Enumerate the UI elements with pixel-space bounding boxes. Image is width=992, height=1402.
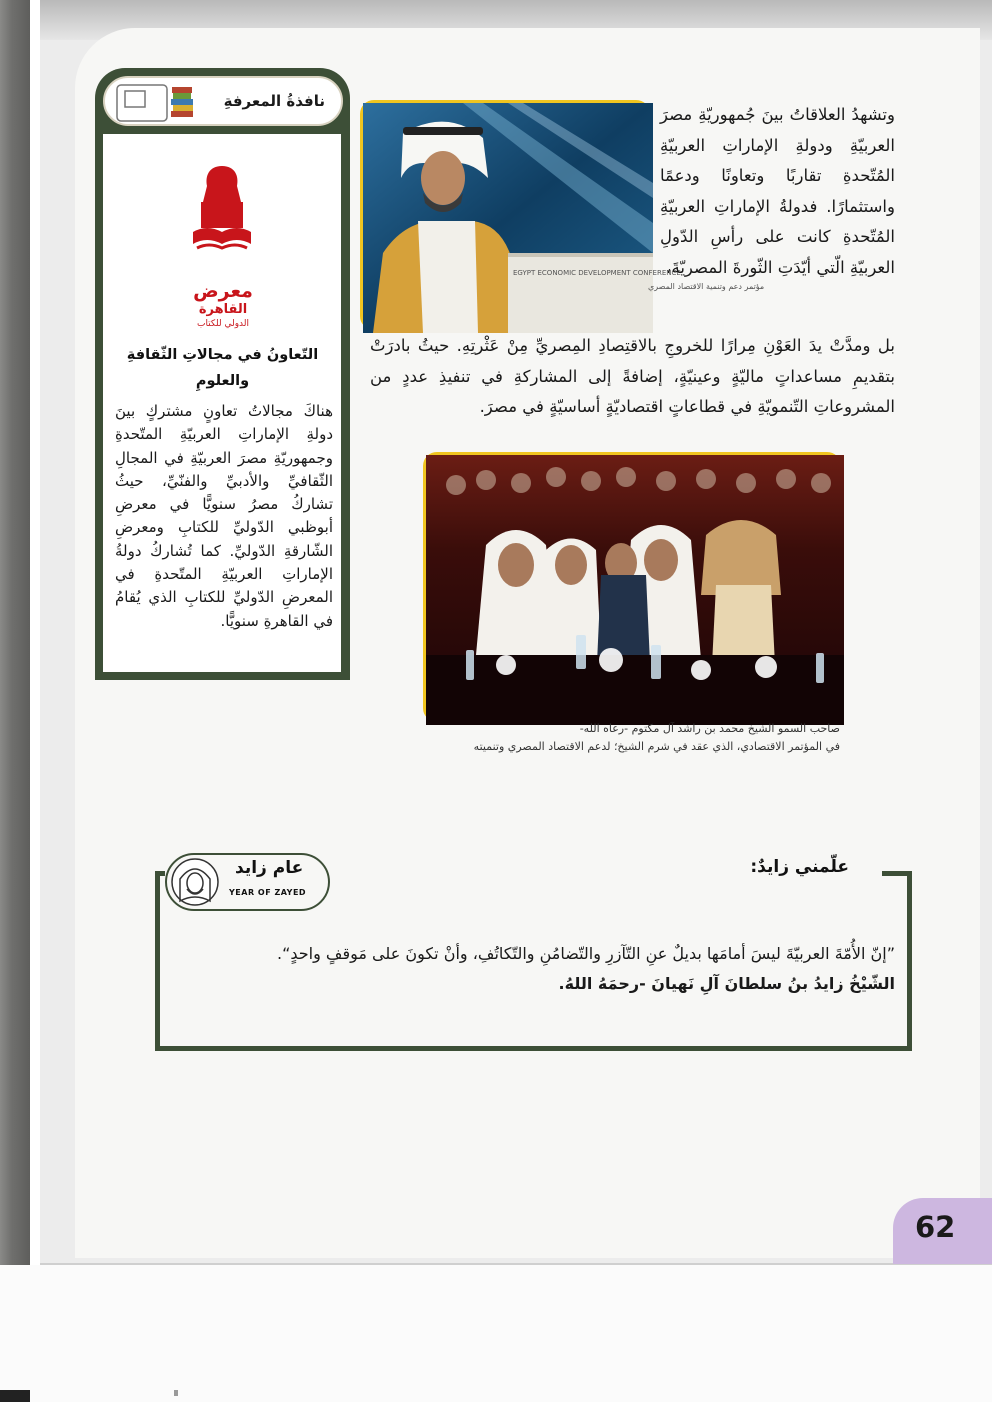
podium-photo [360, 100, 765, 330]
book-fair-logo-icon [187, 162, 257, 282]
knowledge-header-pill [103, 76, 343, 126]
caption-line-2: في المؤتمر الاقتصادي، الذي عقد في شرم الشيخ؛ لدعم الاقتصاد المصري وتنميته [473, 740, 840, 753]
year-of-zayed-arabic: عام زايد [235, 858, 304, 878]
zayed-quote-author: الشّيْخُ زايدُ بنُ سلطانَ آلِ نَهيانَ -رحمَهُ اللهُ. [558, 974, 895, 993]
page-number-value: 62 [915, 1210, 956, 1244]
knowledge-subtitle: التّعاونُ في مجالاتِ الثّقافةِ والعلومِ [126, 347, 319, 389]
main-paragraph-part1: وتشهدُ العلاقاتُ بينَ جُمهوريّةِ مصرَ العربيّةِ ودولةِ الإماراتِ العربيّةِ المُتّحدةِ تقاربًا وتعاونًا ودعمًا واستثمارًا. فدولةُ الإماراتِ العربيّةِ المُتّحدةِ كانت على رأسِ الدّولِ العربيّةِ الّتي أيّدَتِ الثّورةَ المصريّةَ، [660, 105, 895, 277]
main-paragraph-part2: بل ومدَّتْ يدَ العَوْنِ مِرارًا للخروجِ بالاقتِصادِ المِصريِّ مِنْ عَثْرتِهِ. حيثُ بادرَتْ بتقديمِ مساعداتٍ ماليّةٍ وعينيّةٍ، إضافةً إلى المشاركةِ في تنفيذِ عددٍ من المشروعاتِ التّنمويّةِ في قطاعاتٍ اقتصاديّةٍ أساسيّةٍ في مصرَ. [370, 336, 895, 416]
knowledge-text: هناكَ مجالاتُ تعاونٍ مشتركٍ بينَ دولةِ الإماراتِ العربيّةِ المتّحدةِ وجمهوريّةِ مصرَ العربيّةِ في المجالِ الثّقافيِّ والأدبيِّ والفنّيِّ، حيثُ تشاركُ مصرُ سنويًّا في معرضِ أبوظبي الدّوليِّ للكتابِ ومعرضِ الشّارقةِ الدّوليِّ. كما تُشاركُ دولةُ الإماراتِ العربيّةِ المتّحدةِ في المعرضِ الدّوليِّ للكتابِ الذي يُقامُ في القاهرةِ سنويًّا. [115, 402, 333, 630]
podium-photo-image [363, 103, 765, 333]
knowledge-window-body [103, 132, 341, 672]
book-fair-logo-subtitle: الدولي للكتاب [196, 319, 250, 329]
knowledge-window [95, 68, 350, 680]
conference-photo-image [426, 455, 844, 725]
caption-line-1: صاحب السمو الشيخ محمد بن راشد آل مكتوم -رعاه الله- [579, 722, 840, 735]
scan-bottom-margin [0, 1265, 992, 1402]
svg-text:EGYPT ECONOMIC DEVELOPMENT CON: EGYPT ECONOMIC DEVELOPMENT CONFERENCE [513, 269, 681, 277]
zayed-frame-top-left [155, 871, 165, 876]
knowledge-window-header [95, 68, 350, 134]
svg-text:مؤتمر دعم وتنمية الاقتصاد المص: مؤتمر دعم وتنمية الاقتصاد المصري [648, 282, 765, 291]
year-of-zayed-english: YEAR OF ZAYED [229, 888, 307, 897]
scan-dot [174, 1390, 178, 1396]
zayed-frame-top-right [882, 871, 912, 876]
book-fair-logo-title: معرض [193, 280, 253, 302]
scan-corner-mark [0, 1390, 30, 1402]
year-of-zayed-logo [165, 853, 330, 911]
knowledge-window-title: نافذةُ المعرفةِ [223, 92, 325, 110]
zayed-portrait-icon [170, 857, 220, 907]
zayed-quote-box [155, 857, 912, 1051]
photo-caption [400, 720, 840, 756]
zayed-quote-text: ”إنّ الأُمّةَ العربيّةَ ليسَ أمامَها بديلٌ عنِ التّآزرِ والتّضامُنِ والتّكاتُفِ، وأنْ تكونَ على مَوقفٍ واحدٍ“. [277, 944, 895, 963]
books-icon [115, 81, 197, 125]
book-fair-logo-city: القاهرة [198, 302, 248, 317]
conference-photo [423, 452, 841, 722]
zayed-box-title: علّمني زايدٌ: [742, 857, 857, 877]
knowledge-window-frame [95, 128, 350, 680]
book-spine-edge [0, 0, 30, 1402]
